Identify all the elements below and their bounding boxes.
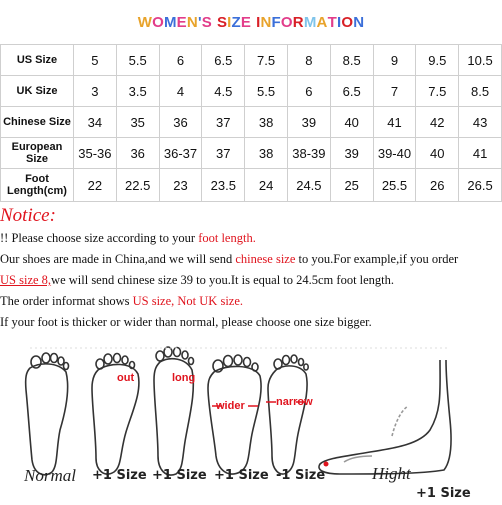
table-cell: 5 xyxy=(74,45,117,76)
title-letter: I xyxy=(256,14,261,31)
notice-highlight: chinese size xyxy=(235,252,296,266)
title-letter: ' xyxy=(197,14,202,31)
table-cell: 38-39 xyxy=(287,138,330,169)
title-letter: E xyxy=(176,14,187,31)
table-cell: 40 xyxy=(416,138,459,169)
table-cell: 38 xyxy=(245,107,288,138)
notice-text: to you.For example,if you order xyxy=(295,252,459,266)
out-word: out xyxy=(117,372,135,384)
title-letter: E xyxy=(240,14,252,31)
table-cell: 7.5 xyxy=(416,76,459,107)
table-row xyxy=(1,107,502,138)
table-cell: 26 xyxy=(416,169,459,202)
title-letter: N xyxy=(260,14,272,31)
table-cell: 39 xyxy=(330,138,373,169)
notice-line-1 xyxy=(0,231,256,246)
table-cell: 39 xyxy=(287,107,330,138)
row-header: UK Size xyxy=(1,76,74,107)
table-cell: 5.5 xyxy=(116,45,159,76)
table-cell: 25 xyxy=(330,169,373,202)
table-cell: 22 xyxy=(74,169,117,202)
notice-text: Our shoes are made in China,and we will send xyxy=(0,252,236,266)
table-cell: 38 xyxy=(245,138,288,169)
size-table xyxy=(0,44,502,202)
row-header: US Size xyxy=(1,45,74,76)
high-instep-foot-icon xyxy=(319,360,451,474)
table-cell: 5.5 xyxy=(245,76,288,107)
notice-highlight: foot length. xyxy=(198,231,256,245)
table-row xyxy=(1,45,502,76)
table-cell: 39-40 xyxy=(373,138,416,169)
table-cell: 41 xyxy=(373,107,416,138)
table-cell: 37 xyxy=(202,138,245,169)
table-cell: 42 xyxy=(416,107,459,138)
normal-foot-icon xyxy=(26,353,69,475)
table-cell: 6.5 xyxy=(330,76,373,107)
table-cell: 23 xyxy=(159,169,202,202)
label-high-size: +1 Size xyxy=(416,486,471,501)
table-cell: 3 xyxy=(74,76,117,107)
table-cell: 40 xyxy=(330,107,373,138)
table-cell: 9.5 xyxy=(416,45,459,76)
narrow-foot-icon xyxy=(266,355,308,474)
table-row xyxy=(1,169,502,202)
table-cell: 41 xyxy=(459,138,502,169)
table-row xyxy=(1,138,502,169)
size-info-title xyxy=(0,14,502,31)
title-letter: M xyxy=(163,14,177,31)
table-cell: 8.5 xyxy=(330,45,373,76)
table-cell: 7 xyxy=(373,76,416,107)
table-cell: 3.5 xyxy=(116,76,159,107)
table-cell: 36 xyxy=(159,107,202,138)
notice-line-4 xyxy=(0,294,243,309)
notice-line-3 xyxy=(0,273,394,288)
title-letter: F xyxy=(271,14,281,31)
long-word: long xyxy=(172,372,196,384)
table-cell: 36 xyxy=(116,138,159,169)
table-cell: 24.5 xyxy=(287,169,330,202)
row-header: Foot Length(cm) xyxy=(1,169,74,202)
label-wide-size: +1 Size xyxy=(214,468,269,483)
table-cell: 8 xyxy=(287,45,330,76)
table-cell: 7.5 xyxy=(245,45,288,76)
notice-line-5: If your foot is thicker or wider than normal, please choose one size bigger. xyxy=(0,315,372,329)
table-cell: 10.5 xyxy=(459,45,502,76)
title-letter: N xyxy=(353,14,365,31)
title-letter: O xyxy=(341,14,354,31)
table-cell: 23.5 xyxy=(202,169,245,202)
table-cell: 36-37 xyxy=(159,138,202,169)
wide-foot-icon xyxy=(208,355,261,474)
table-cell: 8.5 xyxy=(459,76,502,107)
table-cell: 4.5 xyxy=(202,76,245,107)
table-cell: 26.5 xyxy=(459,169,502,202)
label-narrow-size: -1 Size xyxy=(276,468,326,483)
title-letter: R xyxy=(292,14,304,31)
table-cell: 9 xyxy=(373,45,416,76)
title-letter: W xyxy=(137,14,153,31)
label-long-size: +1 Size xyxy=(152,468,207,483)
table-row xyxy=(1,76,502,107)
row-header: European Size xyxy=(1,138,74,169)
title-letter: S xyxy=(216,14,228,31)
notice-text: we will send chinese size 39 to you.It is equal to 24.5cm foot length. xyxy=(51,273,395,287)
title-letter: T xyxy=(327,14,337,31)
table-cell: 34 xyxy=(74,107,117,138)
title-letter: M xyxy=(303,14,317,31)
title-letter: O xyxy=(280,14,293,31)
notice-highlight: US size, Not UK size. xyxy=(132,294,244,308)
table-cell: 43 xyxy=(459,107,502,138)
table-cell: 25.5 xyxy=(373,169,416,202)
row-header: Chinese Size xyxy=(1,107,74,138)
title-letter: N xyxy=(186,14,198,31)
narrow-word: narrow xyxy=(276,396,313,408)
title-letter: I xyxy=(336,14,342,31)
title-letter: O xyxy=(152,14,164,31)
table-cell: 6 xyxy=(159,45,202,76)
notice-heading: Notice: xyxy=(0,205,56,226)
table-cell: 22.5 xyxy=(116,169,159,202)
wider-word: wider xyxy=(216,400,245,412)
table-cell: 4 xyxy=(159,76,202,107)
notice-text: The order informat shows xyxy=(0,294,133,308)
table-cell: 35-36 xyxy=(74,138,117,169)
notice-line-2 xyxy=(0,252,458,267)
title-letter: I xyxy=(227,14,232,31)
notice-text: !! Please choose size according to your xyxy=(0,231,199,245)
table-cell: 6.5 xyxy=(202,45,245,76)
title-letter: A xyxy=(316,14,328,31)
long-foot-icon xyxy=(154,347,194,475)
title-letter: Z xyxy=(231,14,241,31)
table-cell: 37 xyxy=(202,107,245,138)
label-out-size: +1 Size xyxy=(92,468,147,483)
table-cell: 6 xyxy=(287,76,330,107)
table-cell: 24 xyxy=(245,169,288,202)
table-cell: 35 xyxy=(116,107,159,138)
label-hight: Hight xyxy=(372,464,411,483)
title-letter: S xyxy=(201,14,212,31)
label-normal: Normal xyxy=(24,466,76,485)
notice-highlight: US size 8, xyxy=(0,273,52,287)
